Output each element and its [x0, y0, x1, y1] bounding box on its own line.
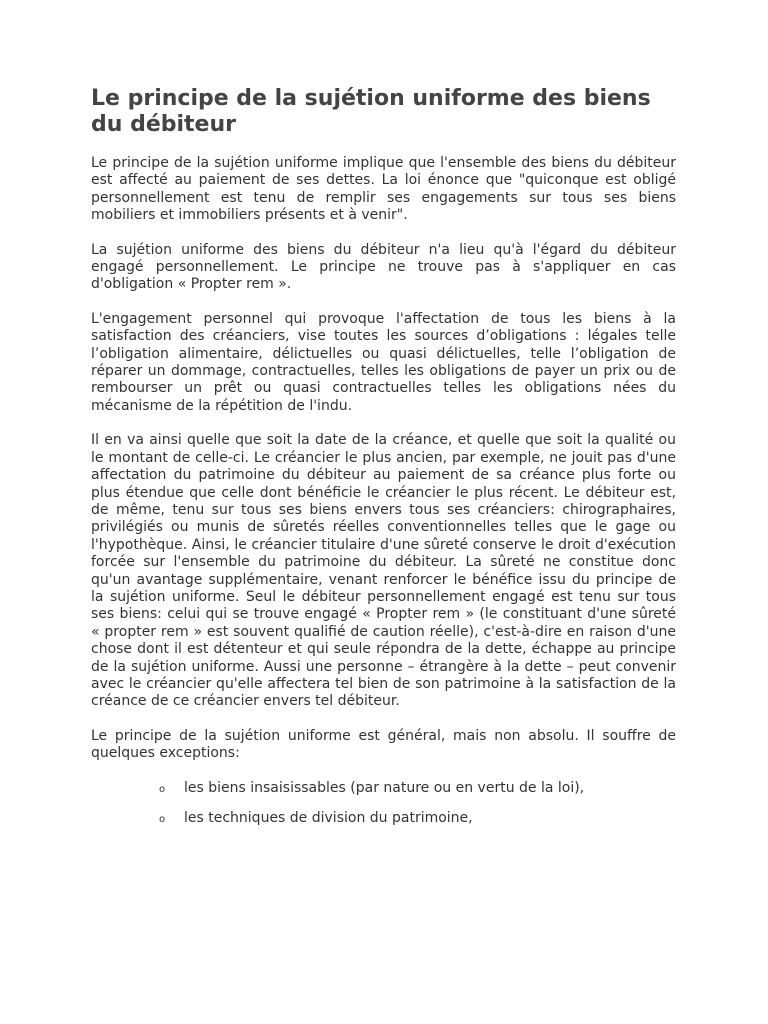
list-item: [159, 810, 676, 827]
exceptions-list: [91, 780, 676, 828]
paragraph-3: L'engagement personnel qui provoque l'affectation de tous les biens à la satisfaction des créanciers, vise toutes les sources d’obligations : légales telle l’obligation alimentaire, délictuelles ou quasi délictuelles, telle l’obligation de réparer un dommage, contractuelles, telles les obligations de payer un prix ou de rembourser un prêt ou quasi contractuelles telles les obligations nées du mécanisme de la répétition de l'indu.: [91, 310, 676, 414]
paragraph-1: Le principe de la sujétion uniforme implique que l'ensemble des biens du débiteur est affecté au paiement de ses dettes. La loi énonce que "quiconque est obligé personnellement est tenu de remplir ses engagements sur tous ses biens mobiliers et immobiliers présents et à venir".: [91, 155, 676, 224]
list-item-text: les techniques de division du patrimoine,: [184, 810, 473, 826]
paragraph-2: La sujétion uniforme des biens du débiteur n'a lieu qu'à l'égard du débiteur engagé personnellement. Le principe ne trouve pas à s'appliquer en cas d'obligation « Propter rem ».: [91, 241, 676, 293]
paragraph-5: Le principe de la sujétion uniforme est général, mais non absolu. Il souffre de quelques exceptions:: [91, 727, 676, 762]
list-item-text: les biens insaisissables (par nature ou en vertu de la loi),: [184, 779, 585, 796]
circle-bullet-icon: o: [159, 814, 166, 825]
document-page: [91, 86, 676, 840]
list-item: [159, 780, 676, 797]
circle-bullet-icon: o: [159, 783, 166, 795]
page-title: Le principe de la sujétion uniforme des biens du débiteur: [91, 86, 651, 137]
paragraph-4: Il en va ainsi quelle que soit la date de la créance, et quelle que soit la qualité ou le montant de celle-ci. Le créancier le plus ancien, par exemple, ne jouit pas d'une affectation du patrimoine du débiteur au paiement de sa créance plus forte ou plus étendue que celle dont bénéficie le créancier le plus récent. Le débiteur est, de même, tenu sur tous ses biens envers tous ses créanciers: chirographaires, privilégiés ou munis de sûretés réelles conventionnelles telles que le gage ou l'hypothèque. Ainsi, le créancier titulaire d'une sûreté conserve le droit d'exécution forcée sur l'ensemble du patrimoine du débiteur. La sûreté ne constitue donc qu'un avantage supplémentaire, venant renforcer le bénéfice issu du principe de la sujétion uniforme. Seul le débiteur personnellement engagé est tenu sur tous ses biens: celui qui se trouve engagé « Propter rem » (le constituant d'une sûreté « propter rem » est souvent qualifié de caution réelle), c'est-à-dire en raison d'une chose dont il est détenteur et qui seule répondra de la dette, échappe au principe de la sujétion uniforme. Aussi une personne – étrangère à la dette – peut convenir avec le créancier qu'elle affectera tel bien de son patrimoine à la satisfaction de la créance de ce créancier envers tel débiteur.: [91, 432, 676, 710]
